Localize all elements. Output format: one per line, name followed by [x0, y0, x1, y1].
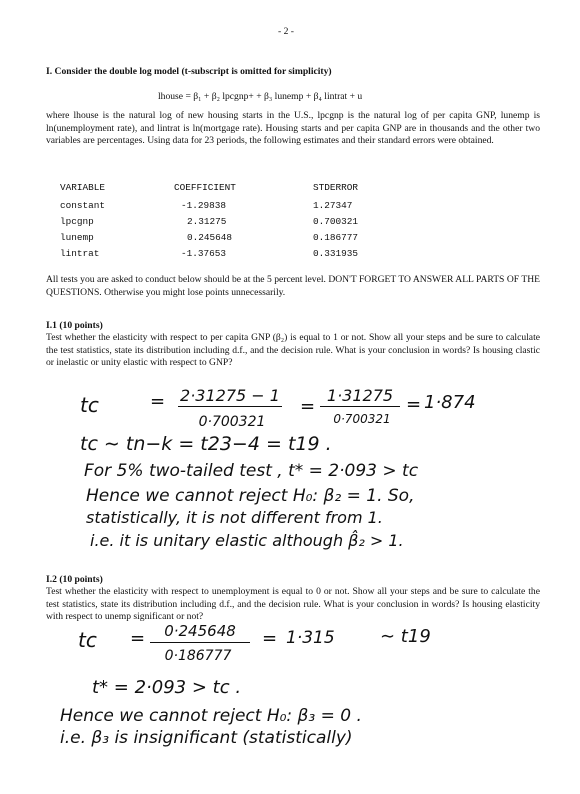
q1-decision-rule: For 5% two-tailed test , t* = 2·093 > tc — [84, 461, 419, 481]
q2-heading: I.2 (10 points) — [46, 574, 103, 585]
q1-denominator1: 0·700321 — [198, 414, 266, 430]
table-cell-variable: constant — [60, 200, 106, 211]
q1-fraction-bar2 — [320, 406, 400, 407]
q2-text: Test whether the elasticity with respect to unemployment is equal to 0 or not. Show all your steps and be sure to calculate the test statistics, state its distribution including d.f., and the decision rule. What is your conclusion in words? Is housing elasticity with respect to unemp significant or not? — [46, 586, 540, 623]
table-cell-stderror: 0.331935 — [313, 248, 359, 259]
q2-tc: tc — [78, 628, 97, 652]
table-row — [60, 216, 420, 232]
q2-conclusion-2: i.e. β₃ is insignificant (statistically) — [60, 728, 353, 748]
section-heading: I. Consider the double log model (t-subscript is omitted for simplicity) — [46, 66, 332, 77]
q2-fraction-bar — [150, 642, 250, 643]
table-cell-variable: lunemp — [60, 232, 94, 243]
table-cell-coefficient: 2.31275 — [187, 216, 227, 227]
q2-conclusion-1: Hence we cannot reject H₀: β₃ = 0 . — [60, 706, 362, 726]
model-equation: lhouse = β₁ + β₂ lpcgnp+ + β₃ lunemp + β₄ lintrat + u — [158, 91, 363, 102]
q2-eq1: = — [130, 628, 146, 649]
q2-distribution: ∼ t19 — [380, 626, 431, 647]
q1-distribution: tc ∼ tn−k = t23−4 = t19 . — [80, 433, 332, 455]
page-number: - 2 - — [278, 26, 294, 37]
table-cell-stderror: 0.700321 — [313, 216, 359, 227]
q2-denominator: 0·186777 — [164, 648, 232, 664]
table-cell-stderror: 0.186777 — [313, 232, 359, 243]
q1-conclusion-1: Hence we cannot reject H₀: β₂ = 1. So, — [86, 486, 415, 506]
q1-conclusion-2: statistically, it is not different from 1. — [86, 508, 383, 527]
q1-heading: I.1 (10 points) — [46, 320, 103, 331]
q1-result: 1·874 — [424, 392, 476, 413]
q1-eq3: = — [406, 394, 422, 415]
table-header-row — [60, 182, 420, 196]
q1-eq1: = — [150, 391, 166, 412]
table-cell-coefficient: -1.29838 — [181, 200, 227, 211]
q1-text: Test whether the elasticity with respect to per capita GNP (β₂) is equal to 1 or not. Show all your steps and be sure to calculate the test statistics, state its distribution including d.f., and the decision rule. What is your conclusion in words? Is housing clastic or inelastic or unity elastic with respect to GNP? — [46, 332, 540, 369]
q1-numerator2: 1·31275 — [326, 386, 394, 405]
q1-tc: tc — [80, 393, 99, 417]
table-cell-variable: lpcgnp — [60, 216, 94, 227]
q1-conclusion-3: i.e. it is unitary elastic although β̂₂ > 1. — [90, 531, 404, 550]
table-row — [60, 200, 420, 216]
table-row — [60, 232, 420, 248]
q2-decision-rule: t* = 2·093 > tc . — [92, 677, 242, 698]
table-cell-variable: lintrat — [60, 248, 100, 259]
q1-denominator2: 0·700321 — [333, 412, 391, 426]
table-header-stderror: STDERROR — [313, 182, 359, 193]
table-header-coefficient: COEFFICIENT — [174, 182, 236, 193]
table-row — [60, 248, 420, 264]
intro-paragraph: where lhouse is the natural log of new housing starts in the U.S., lpcgnp is the natural log of per capita GNP, lunemp is ln(unemployment rate), and lintrat is ln(mortgage rate). Housing starts and per capita GNP are in thousands and the other two variables are percentages. Using data for 23 periods, the following estimates and their standard errors were obtained. — [46, 110, 540, 147]
q1-numerator1: 2·31275 − 1 — [180, 386, 280, 405]
table-cell-stderror: 1.27347 — [313, 200, 353, 211]
table-cell-coefficient: 0.245648 — [187, 232, 233, 243]
q1-fraction-bar1 — [178, 406, 282, 407]
table-header-variable: VARIABLE — [60, 182, 106, 193]
q2-numerator: 0·245648 — [164, 622, 236, 640]
table-cell-coefficient: -1.37653 — [181, 248, 227, 259]
q2-result: 1·315 — [286, 628, 335, 648]
instructions: All tests you are asked to conduct below should be at the 5 percent level. DON'T FORGET TO ANSWER ALL PARTS OF THE QUESTIONS. Otherwise you might lose points unnecessarily. — [46, 274, 540, 298]
estimates-table — [60, 182, 420, 264]
q2-eq2: = — [262, 628, 278, 649]
q1-eq2: = — [300, 396, 316, 417]
